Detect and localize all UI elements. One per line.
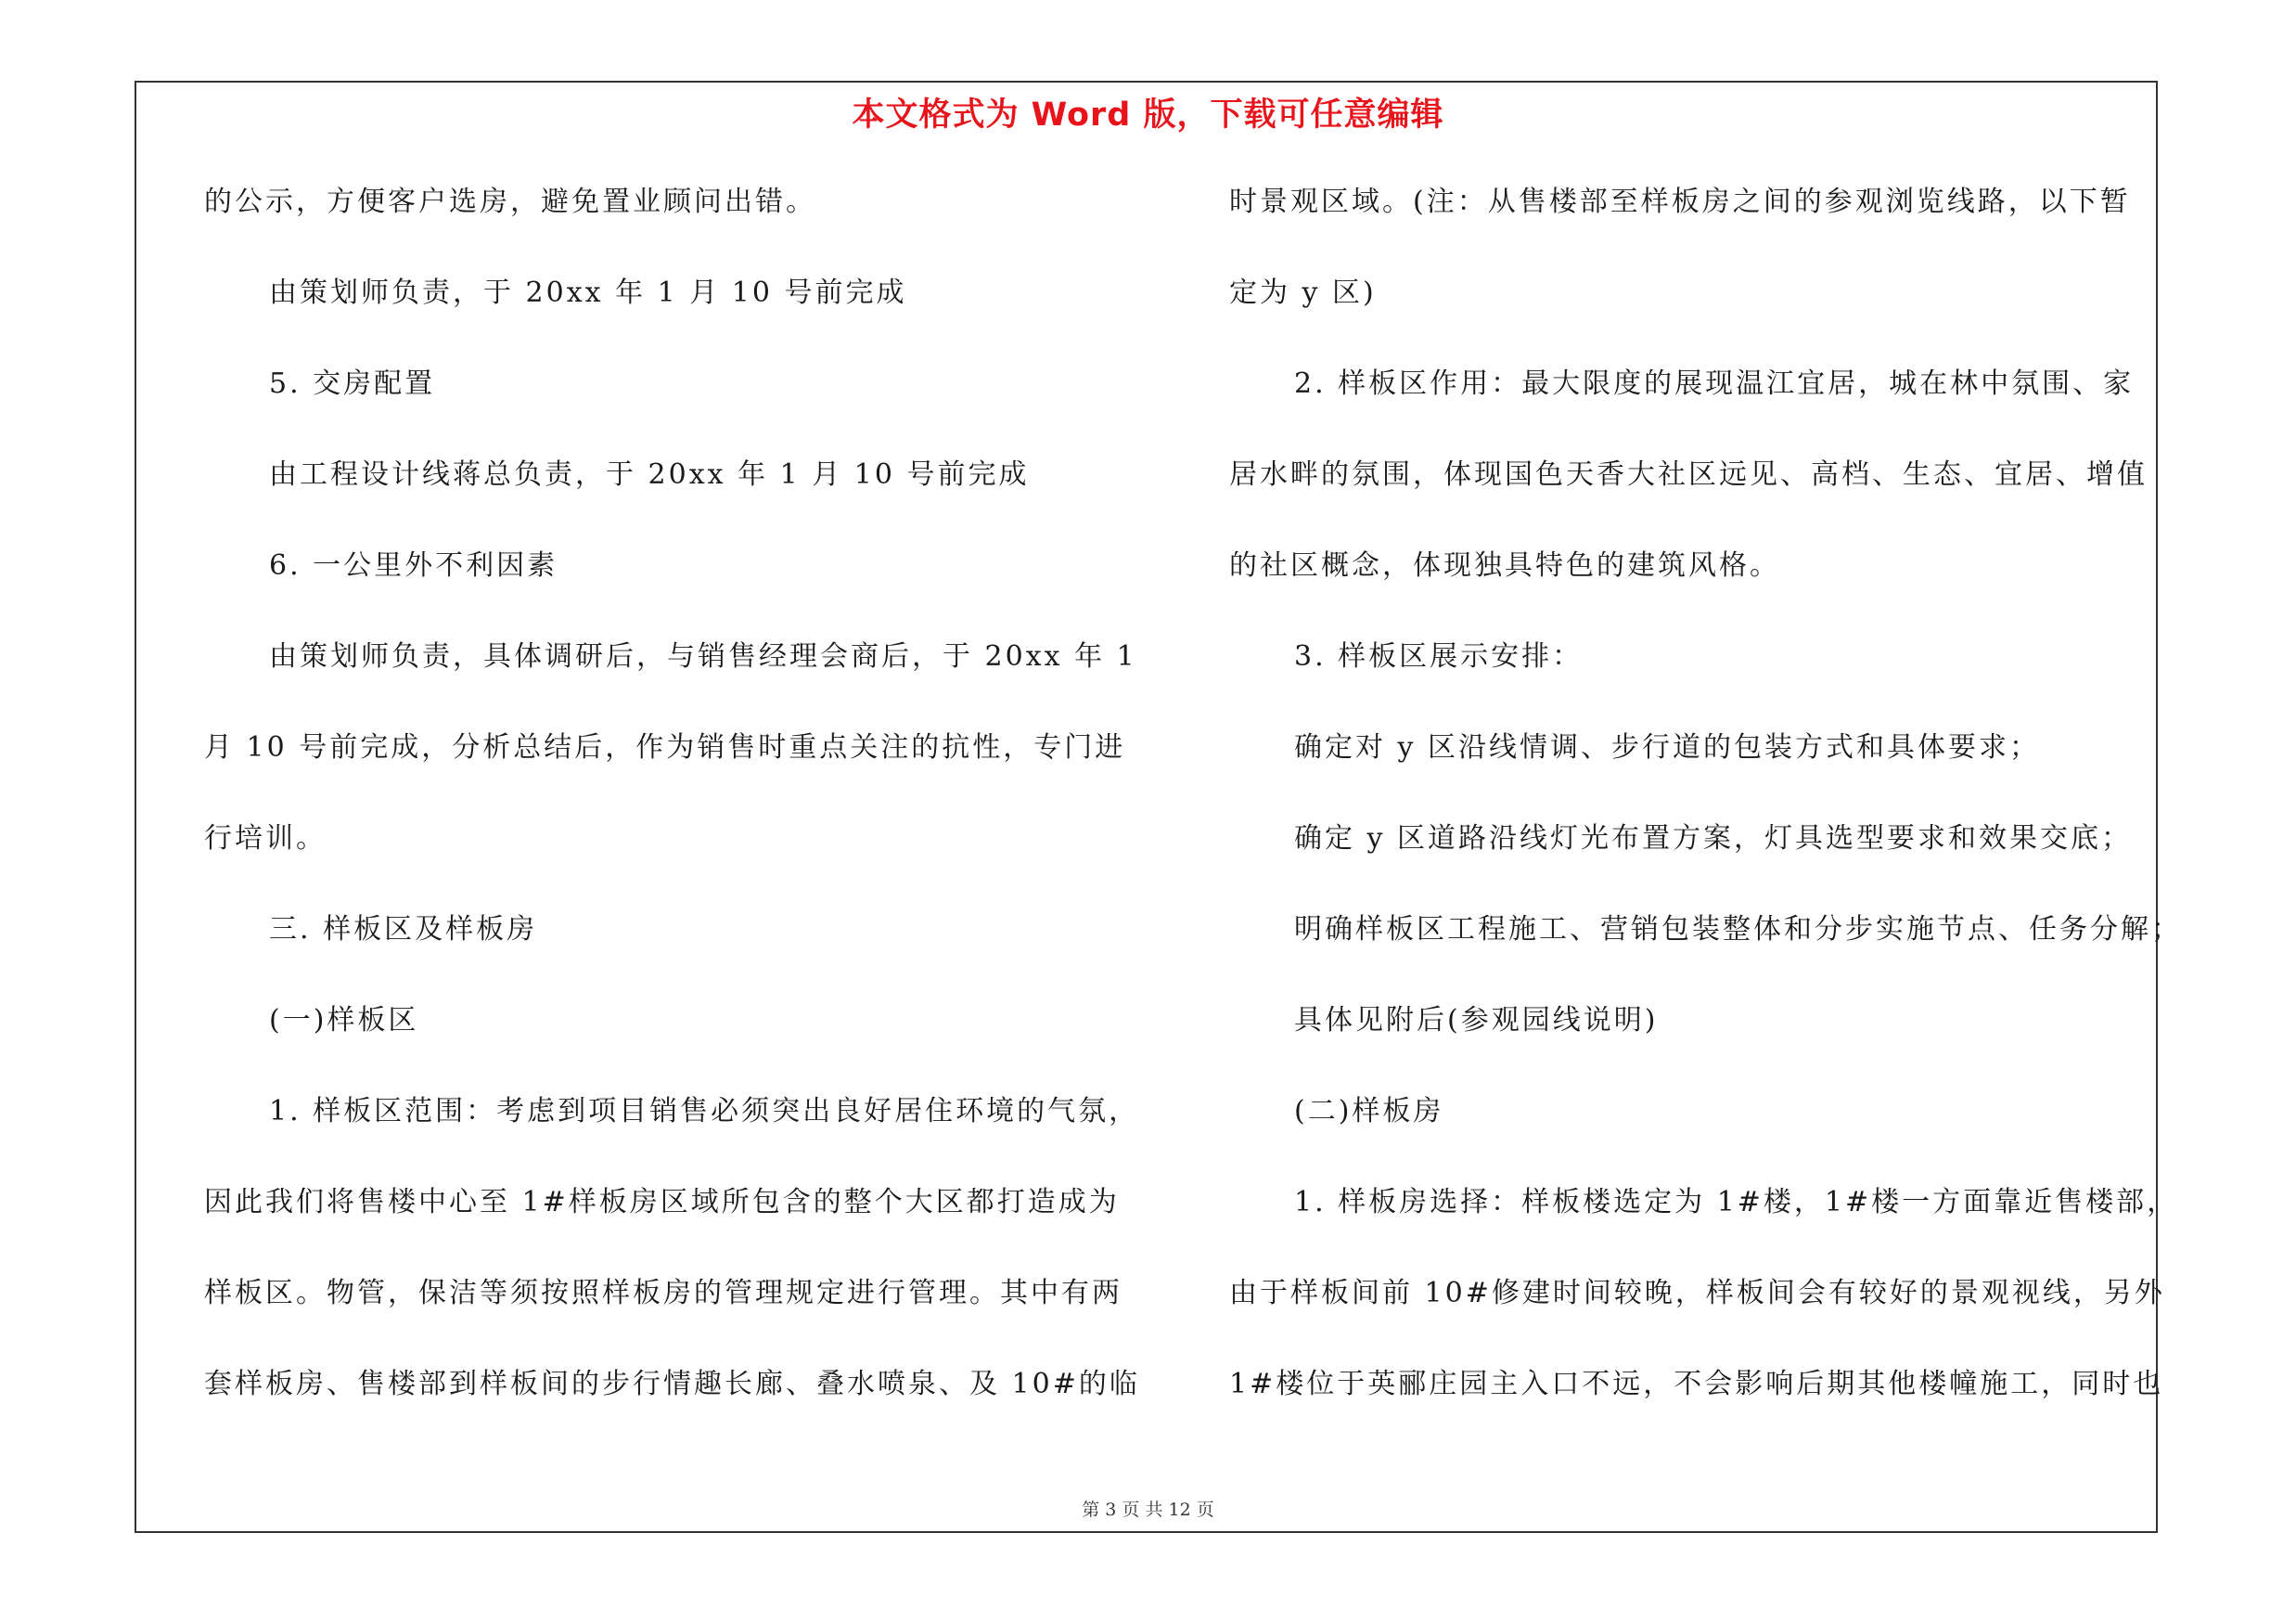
paragraph-line: 样板区。物管，保洁等须按照样板房的管理规定进行管理。其中有两 xyxy=(204,1277,1122,1309)
paragraph-line: 由策划师负责，具体调研后，与销售经理会商后，于 20xx 年 1 xyxy=(269,640,1137,673)
paragraph-line: 具体见附后(参观园线说明) xyxy=(1294,1004,1659,1037)
paragraph-line: 由工程设计线蒋总负责，于 20xx 年 1 月 10 号前完成 xyxy=(269,458,1030,491)
format-banner: 本文格式为 Word 版，下载可任意编辑 xyxy=(852,97,1444,134)
paragraph-line: 明确样板区工程施工、营销包装整体和分步实施节点、任务分解； xyxy=(1294,913,2182,946)
paragraph-line: 行培训。 xyxy=(204,822,327,855)
paragraph-line: 1#楼位于英郦庄园主入口不远，不会影响后期其他楼幢施工，同时也 xyxy=(1229,1368,2164,1400)
paragraph-line: 1. 样板区范围：考虑到项目销售必须突出良好居住环境的气氛， xyxy=(269,1095,1140,1127)
paragraph-line: 2. 样板区作用：最大限度的展现温江宜居，城在林中氛围、家 xyxy=(1294,367,2135,400)
paragraph-line: 的社区概念，体现独具特色的建筑风格。 xyxy=(1229,549,1780,582)
section-heading: (一)样板区 xyxy=(269,1004,419,1037)
paragraph-line: 由于样板间前 10#修建时间较晚，样板间会有较好的景观视线，另外 xyxy=(1229,1277,2165,1309)
section-heading: 5. 交房配置 xyxy=(269,367,436,400)
paragraph-line: 居水畔的氛围，体现国色天香大社区远见、高档、生态、宜居、增值 xyxy=(1229,458,2148,491)
paragraph-line: 因此我们将售楼中心至 1#样板房区域所包含的整个大区都打造成为 xyxy=(204,1186,1120,1218)
paragraph-line: 的公示，方便客户选房，避免置业顾问出错。 xyxy=(204,186,816,218)
paragraph-line: 月 10 号前完成，分析总结后，作为销售时重点关注的抗性，专门进 xyxy=(204,731,1126,764)
paragraph-line: 由策划师负责，于 20xx 年 1 月 10 号前完成 xyxy=(269,277,907,309)
paragraph-line: 定为 y 区) xyxy=(1229,277,1377,309)
section-heading: 三. 样板区及样板房 xyxy=(269,913,538,946)
page-number: 第 3 页 共 12 页 xyxy=(1082,1500,1214,1520)
paragraph-line: 确定 y 区道路沿线灯光布置方案，灯具选型要求和效果交底； xyxy=(1294,822,2133,855)
paragraph-line: 1. 样板房选择：样板楼选定为 1#楼，1#楼一方面靠近售楼部， xyxy=(1294,1186,2178,1218)
paragraph-line: 套样板房、售楼部到样板间的步行情趣长廊、叠水喷泉、及 10#的临 xyxy=(204,1368,1140,1400)
section-heading: 6. 一公里外不利因素 xyxy=(269,549,558,582)
paragraph-line: 时景观区域。(注：从售楼部至样板房之间的参观浏览线路，以下暂 xyxy=(1229,186,2131,218)
section-heading: 3. 样板区展示安排： xyxy=(1294,640,1584,673)
section-heading: (二)样板房 xyxy=(1294,1095,1444,1127)
paragraph-line: 确定对 y 区沿线情调、步行道的包装方式和具体要求； xyxy=(1294,731,2041,764)
